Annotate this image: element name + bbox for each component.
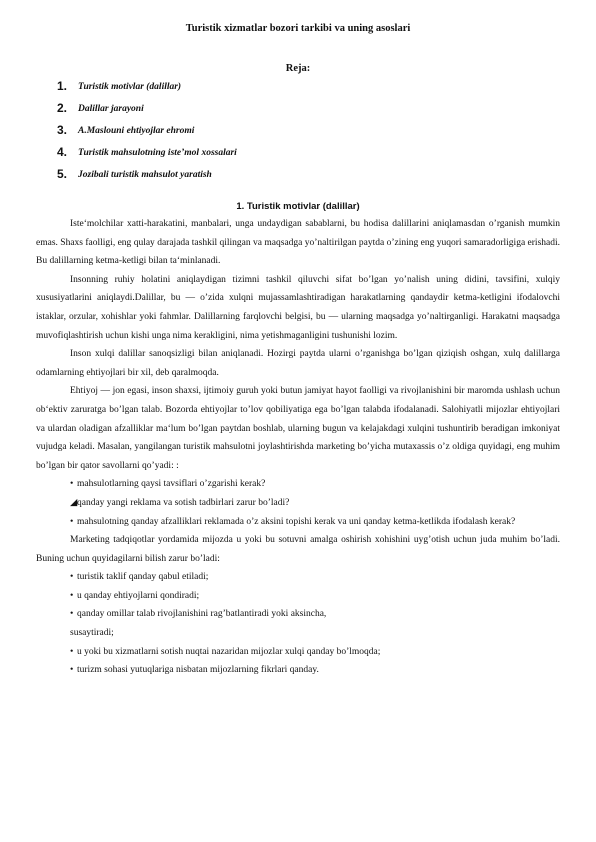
body-paragraph: Ehtiyoj — jon egasi, inson shaxsi, ijtimoiy guruh yoki butun jamiyat hayot faolligi va rivojlanishini bir maromda ushlash uchun ob‘ektiv zaruratga bo’lgan talab. Bozorda ehtiyojlar to’lov qobiliyatiga ega bo’lgan talabda ifodalanadi. Salohiyatli mijozlar ehtiyojlari va ulardan oladigan afzalliklar ma‘lum bo’lgan paytdan boshlab, ularning bugun va kelajakdagi xulqini tushuntirib beradigan imkoniyat vujudga keladi. Masalan, yangilangan turistik mahsulotni joylashtirishda marketing bo’yicha mutaxassis o’z oldiga quyidagi, eng muhim bo’lgan bir qator savollarni qo’yadi: : [36,386,560,471]
bullet-item [36,587,560,606]
bullet-item [36,643,560,662]
plan-label: Reja: [285,63,311,74]
plan-item-number: 2. [57,101,68,115]
body-paragraph: Inson xulqi dalillar sanoqsizligi bilan aniqlanadi. Hozirgi paytda ularni o’rganishga bo’lgan qiziqish oshgan, xulq dalillarga odamlarning ehtiyojlari bir xil, deb qaralmoqda. [36,349,560,378]
plan-item-number: 3. [57,123,68,137]
bullet-icon: • [70,479,74,490]
bullet-item [36,475,560,494]
bullet-item [36,661,560,680]
bullet-text: qanday yangi reklama va sotish tadbirlari zarur bo’ladi? [77,497,290,508]
bullet-icon: ◢ [70,497,78,508]
bullet-text: u qanday ehtiyojlarni qondiradi; [77,590,200,601]
plan-item-number: 1. [57,79,68,93]
bullet-icon: • [70,516,74,527]
bullet-text: u yoki bu xizmatlarni sotish nuqtai nazaridan mijozlar xulqi qanday bo’lmoqda; [77,646,381,657]
plan-item-text: Turistik mahsulotning iste’mol xossalari [78,148,237,158]
plan-item-number: 4. [57,145,68,159]
bullet-icon: • [70,590,74,601]
bullet-text: turizm sohasi yutuqlariga nisbatan mijozlarning fikrlari qanday. [77,665,319,676]
document-body [36,215,560,680]
plan-item-number: 5. [57,167,68,181]
bullet-item [36,494,560,513]
document-title: Turistik xizmatlar bozori tarkibi va uning asoslari [185,23,411,34]
section-heading: 1. Turistik motivlar (dalillar) [236,201,360,212]
bullet-item [36,513,560,532]
bullet-text: qanday omillar talab rivojlanishini rag’batlantiradi yoki aksincha, [77,609,327,620]
body-paragraph: Iste‘molchilar xatti-harakatini, manbalari, unga undaydigan sabablarni, bu hodisa dalillarini aniqlamasdan o’rganish mumkin emas. Shaxs faolligi, eng qulay darajada tashkil qilingan va maqsadga yo’naltirilgan paytda o’zining eng yuqori samaradorligiga erishadi. Bu dalillarning ketma-ketligi bilan ta‘minlanadi. [36,219,560,267]
bullet-item [36,568,560,587]
body-paragraph: Insonning ruhiy holatini aniqlaydigan tizimni tashkil qiluvchi sifat bo’lgan yo’nalish uning didini, tavsifini, xulqiy xususiyatlarini aniqlaydi.Dalillar, bu — o’zida xulqni mujassamlashtiradigan harakatlarning qandaydir ketma-ketligini ifodalovchi istaklar, orzular, xohishlar yoki fahmlar. Dalillarning farqlovchi belgisi, bu — ularning maqsadga yo’naltirganligi. Harakatni maqsadga muvofiqlashtirish uchun kishi unga nima kerakligini, nima yetishmaganligini tushunishi lozim. [36,274,560,341]
bullet-icon: • [70,665,74,676]
body-paragraph: Marketing tadqiqotlar yordamida mijozda u yoki bu sotuvni amalga oshirish xohishini uyg’otish uchun juda muhim bo’ladi. Buning uchun quyidagilarni bilish zarur bo’ladi: [36,535,560,564]
bullet-icon: • [70,572,74,583]
bullet-text: turistik taklif qanday qabul etiladi; [77,572,209,583]
plan-item-text: A.Maslouni ehtiyojlar ehromi [78,126,195,136]
bullet-text: mahsulotning qanday afzalliklari reklamada o’z aksini topishi kerak va uni qanday ketma-ketlikda ifodalash kerak? [77,516,516,527]
bullet-continuation: susaytiradi; [70,628,114,639]
bullet-item [36,605,560,624]
bullet-icon: • [70,646,74,657]
plan-item-text: Turistik motivlar (dalillar) [78,82,182,92]
plan-item-text: Dalillar jarayoni [78,104,144,114]
bullet-text: mahsulotlarning qaysi tavsiflari o’zgarishi kerak? [77,479,266,490]
bullet-icon: • [70,609,74,620]
plan-item-text: Jozibali turistik mahsulot yaratish [78,170,212,180]
